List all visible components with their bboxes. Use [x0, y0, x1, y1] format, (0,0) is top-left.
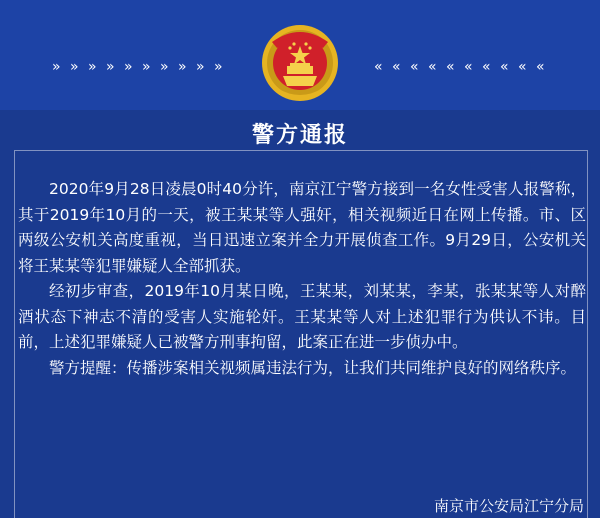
chevron-left-icon: « — [428, 59, 437, 75]
chevron-right-icon: » — [196, 59, 205, 75]
chevron-right-icon: » — [52, 59, 61, 75]
chevron-right-icon: » — [70, 59, 79, 75]
chevron-left-icon: « — [482, 59, 491, 75]
chevron-right-icon: » — [88, 59, 97, 75]
issuer-signature: 南京市公安局江宁分局 — [433, 497, 584, 515]
chevron-right-icon: » — [142, 59, 151, 75]
chevron-right-icon: » — [214, 59, 223, 75]
paragraph-1: 2020年9月28日凌晨0时40分许，南京江宁警方接到一名女性受害人报警称，其于2019年10月的一天，被王某某等人强奸，相关视频近日在网上传播。市、区两级公安机关高度重视，当日迅速立案并全力开展侦查工作。9月29日，公安机关将王某某等犯罪嫌疑人全部抓获。 — [18, 180, 586, 275]
chevron-right-icon: » — [178, 59, 187, 75]
chevron-left-icon: « — [392, 59, 401, 75]
chevron-right-icon: » — [124, 59, 133, 75]
police-emblem-icon — [257, 18, 343, 104]
left-chevron-decoration — [52, 60, 228, 76]
chevron-left-icon: « — [464, 59, 473, 75]
paragraph-2: 经初步审查，2019年10月某日晚，王某某，刘某某，李某，张某某等人对醉酒状态下神志不清的受害人实施轮奸。王某某等人对上述犯罪行为供认不讳。目前，上述犯罪嫌疑人已被警方刑事拘留，此案正在进一步侦办中。 — [18, 282, 586, 351]
chevron-left-icon: « — [410, 59, 419, 75]
page-title: 警方通报 — [251, 123, 348, 148]
chevron-left-icon: « — [536, 59, 545, 75]
paragraph-3: 警方提醒：传播涉案相关视频属违法行为，让我们共同维护良好的网络秩序。 — [49, 358, 577, 377]
right-chevron-decoration — [374, 60, 550, 76]
chevron-left-icon: « — [518, 59, 527, 75]
chevron-left-icon: « — [500, 59, 509, 75]
chevron-left-icon: « — [374, 59, 383, 75]
chevron-left-icon: « — [446, 59, 455, 75]
chevron-right-icon: » — [160, 59, 169, 75]
notice-body — [18, 177, 586, 381]
chevron-right-icon: » — [106, 59, 115, 75]
